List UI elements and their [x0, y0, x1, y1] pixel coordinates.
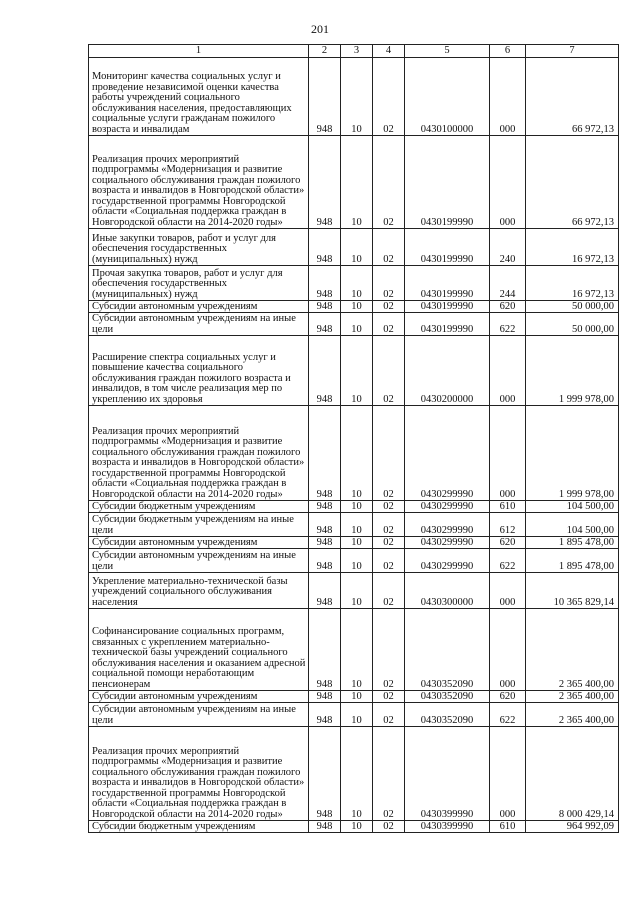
table-row — [89, 501, 619, 513]
row-ministry-cell: 948 — [309, 691, 341, 703]
row-section-cell: 10 — [341, 313, 373, 336]
row-target-code-cell: 0430300000 — [405, 573, 490, 609]
row-amount-cell: 1 895 478,00 — [526, 537, 619, 549]
row-subsection-cell: 02 — [373, 136, 405, 229]
row-name-cell: Реализация прочих мероприятий подпрограммы «Модернизация и развитие социального обслуживания граждан пожилого возраста и инвалидов в Новгородской области» государственной программы Новгородской области «Социальная поддержка граждан в Новгородской области на 2014-2020 годы» — [89, 406, 309, 501]
row-section-cell: 10 — [341, 513, 373, 537]
row-amount-cell: 2 365 400,00 — [526, 691, 619, 703]
row-section-cell: 10 — [341, 821, 373, 833]
row-section-cell: 10 — [341, 727, 373, 821]
row-name-cell: Субсидии бюджетным учреждениям — [89, 821, 309, 833]
row-subsection-cell: 02 — [373, 301, 405, 313]
row-ministry-cell: 948 — [309, 609, 341, 691]
row-ministry-cell: 948 — [309, 537, 341, 549]
row-target-code-cell: 0430399990 — [405, 727, 490, 821]
row-section-cell: 10 — [341, 549, 373, 573]
row-subsection-cell: 02 — [373, 703, 405, 727]
row-name-cell: Субсидии автономным учреждениям на иные цели — [89, 313, 309, 336]
col-header-5: 5 — [405, 45, 490, 58]
row-subsection-cell: 02 — [373, 406, 405, 501]
row-expense-type-cell: 620 — [490, 691, 526, 703]
row-target-code-cell: 0430399990 — [405, 821, 490, 833]
row-amount-cell: 1 999 978,00 — [526, 406, 619, 501]
row-subsection-cell: 02 — [373, 513, 405, 537]
row-name-cell: Мониторинг качества социальных услуг и проведение независимой оценки качества работы учреждений социального обслуживания населения, предоставляющих социальные услуги гражданам пожилого возраста и инвалидам — [89, 58, 309, 136]
row-name-cell: Реализация прочих мероприятий подпрограммы «Модернизация и развитие социального обслуживания граждан пожилого возраста и инвалидов в Новгородской области» государственной программы Новгородской области «Социальная поддержка граждан в Новгородской области на 2014-2020 годы» — [89, 136, 309, 229]
row-section-cell: 10 — [341, 609, 373, 691]
table-row — [89, 406, 619, 501]
col-header-3: 3 — [341, 45, 373, 58]
row-subsection-cell: 02 — [373, 609, 405, 691]
row-name-cell: Субсидии автономным учреждениям — [89, 691, 309, 703]
row-target-code-cell: 0430352090 — [405, 691, 490, 703]
row-expense-type-cell: 620 — [490, 301, 526, 313]
row-name-cell: Субсидии автономным учреждениям на иные цели — [89, 703, 309, 727]
row-target-code-cell: 0430299990 — [405, 537, 490, 549]
row-expense-type-cell: 000 — [490, 609, 526, 691]
row-amount-cell: 2 365 400,00 — [526, 609, 619, 691]
table-row — [89, 58, 619, 136]
page-number: 201 — [311, 22, 329, 36]
row-ministry-cell: 948 — [309, 703, 341, 727]
row-expense-type-cell: 610 — [490, 501, 526, 513]
row-subsection-cell: 02 — [373, 727, 405, 821]
col-header-6: 6 — [490, 45, 526, 58]
row-target-code-cell: 0430352090 — [405, 609, 490, 691]
table-body — [89, 58, 619, 833]
row-subsection-cell: 02 — [373, 501, 405, 513]
row-section-cell: 10 — [341, 229, 373, 266]
row-target-code-cell: 0430199990 — [405, 136, 490, 229]
row-section-cell: 10 — [341, 537, 373, 549]
row-target-code-cell: 0430299990 — [405, 513, 490, 537]
header-row — [89, 45, 619, 58]
col-header-4: 4 — [373, 45, 405, 58]
row-expense-type-cell: 000 — [490, 573, 526, 609]
row-section-cell: 10 — [341, 58, 373, 136]
row-amount-cell: 104 500,00 — [526, 501, 619, 513]
budget-table — [88, 44, 619, 833]
table-row — [89, 136, 619, 229]
row-subsection-cell: 02 — [373, 58, 405, 136]
row-section-cell: 10 — [341, 703, 373, 727]
table-row — [89, 703, 619, 727]
row-expense-type-cell: 000 — [490, 136, 526, 229]
row-section-cell: 10 — [341, 301, 373, 313]
table-row — [89, 301, 619, 313]
row-name-cell: Софинансирование социальных программ, связанных с укреплением материально-технической базы учреждений социального обслуживания населения и оказанием адресной социальной помощи неработающим пенсионерам — [89, 609, 309, 691]
row-name-cell: Субсидии бюджетным учреждениям — [89, 501, 309, 513]
row-section-cell: 10 — [341, 336, 373, 406]
row-ministry-cell: 948 — [309, 136, 341, 229]
row-target-code-cell: 0430100000 — [405, 58, 490, 136]
row-section-cell: 10 — [341, 136, 373, 229]
row-name-cell: Реализация прочих мероприятий подпрограммы «Модернизация и развитие социального обслуживания граждан пожилого возраста и инвалидов в Новгородской области» государственной программы Новгородской области «Социальная поддержка граждан в Новгородской области на 2014-2020 годы» — [89, 727, 309, 821]
row-expense-type-cell: 000 — [490, 58, 526, 136]
row-amount-cell: 104 500,00 — [526, 513, 619, 537]
row-subsection-cell: 02 — [373, 313, 405, 336]
table-row — [89, 727, 619, 821]
row-name-cell: Прочая закупка товаров, работ и услуг для обеспечения государственных (муниципальных) нужд — [89, 266, 309, 301]
row-ministry-cell: 948 — [309, 513, 341, 537]
table-row — [89, 266, 619, 301]
row-target-code-cell: 0430199990 — [405, 301, 490, 313]
row-subsection-cell: 02 — [373, 537, 405, 549]
row-subsection-cell: 02 — [373, 549, 405, 573]
row-name-cell: Субсидии бюджетным учреждениям на иные цели — [89, 513, 309, 537]
col-header-7: 7 — [526, 45, 619, 58]
row-target-code-cell: 0430199990 — [405, 229, 490, 266]
row-amount-cell: 66 972,13 — [526, 136, 619, 229]
row-subsection-cell: 02 — [373, 336, 405, 406]
row-ministry-cell: 948 — [309, 301, 341, 313]
row-target-code-cell: 0430299990 — [405, 549, 490, 573]
row-expense-type-cell: 610 — [490, 821, 526, 833]
table-row — [89, 313, 619, 336]
row-expense-type-cell: 000 — [490, 727, 526, 821]
row-section-cell: 10 — [341, 501, 373, 513]
row-name-cell: Укрепление материально-технической базы учреждений социального обслуживания населения — [89, 573, 309, 609]
row-target-code-cell: 0430352090 — [405, 703, 490, 727]
row-name-cell: Расширение спектра социальных услуг и повышение качества социального обслуживания граждан пожилого возраста и инвалидов, в том числе реализация мер по укреплению их здоровья — [89, 336, 309, 406]
row-name-cell: Субсидии автономным учреждениям на иные цели — [89, 549, 309, 573]
row-amount-cell: 50 000,00 — [526, 301, 619, 313]
row-section-cell: 10 — [341, 691, 373, 703]
row-ministry-cell: 948 — [309, 501, 341, 513]
row-expense-type-cell: 620 — [490, 537, 526, 549]
row-subsection-cell: 02 — [373, 691, 405, 703]
row-subsection-cell: 02 — [373, 821, 405, 833]
row-section-cell: 10 — [341, 266, 373, 301]
row-expense-type-cell: 240 — [490, 229, 526, 266]
row-ministry-cell: 948 — [309, 336, 341, 406]
row-ministry-cell: 948 — [309, 313, 341, 336]
row-ministry-cell: 948 — [309, 406, 341, 501]
table-row — [89, 573, 619, 609]
table-row — [89, 513, 619, 537]
row-target-code-cell: 0430199990 — [405, 313, 490, 336]
row-expense-type-cell: 000 — [490, 336, 526, 406]
row-amount-cell: 8 000 429,14 — [526, 727, 619, 821]
row-ministry-cell: 948 — [309, 58, 341, 136]
row-amount-cell: 1 895 478,00 — [526, 549, 619, 573]
row-subsection-cell: 02 — [373, 573, 405, 609]
row-amount-cell: 964 992,09 — [526, 821, 619, 833]
row-amount-cell: 66 972,13 — [526, 58, 619, 136]
row-amount-cell: 16 972,13 — [526, 266, 619, 301]
row-subsection-cell: 02 — [373, 229, 405, 266]
col-header-1: 1 — [89, 45, 309, 58]
row-section-cell: 10 — [341, 406, 373, 501]
table-row — [89, 537, 619, 549]
row-amount-cell: 2 365 400,00 — [526, 703, 619, 727]
row-ministry-cell: 948 — [309, 266, 341, 301]
col-header-2: 2 — [309, 45, 341, 58]
row-ministry-cell: 948 — [309, 549, 341, 573]
row-amount-cell: 10 365 829,14 — [526, 573, 619, 609]
row-ministry-cell: 948 — [309, 573, 341, 609]
row-expense-type-cell: 622 — [490, 549, 526, 573]
table-row — [89, 821, 619, 833]
table-row — [89, 609, 619, 691]
table-row — [89, 336, 619, 406]
row-name-cell: Иные закупки товаров, работ и услуг для обеспечения государственных (муниципальных) нужд — [89, 229, 309, 266]
row-expense-type-cell: 612 — [490, 513, 526, 537]
row-ministry-cell: 948 — [309, 727, 341, 821]
row-target-code-cell: 0430200000 — [405, 336, 490, 406]
row-amount-cell: 1 999 978,00 — [526, 336, 619, 406]
row-expense-type-cell: 622 — [490, 703, 526, 727]
row-ministry-cell: 948 — [309, 821, 341, 833]
row-target-code-cell: 0430299990 — [405, 406, 490, 501]
row-expense-type-cell: 244 — [490, 266, 526, 301]
table-row — [89, 549, 619, 573]
row-amount-cell: 16 972,13 — [526, 229, 619, 266]
row-name-cell: Субсидии автономным учреждениям — [89, 537, 309, 549]
row-amount-cell: 50 000,00 — [526, 313, 619, 336]
row-section-cell: 10 — [341, 573, 373, 609]
row-ministry-cell: 948 — [309, 229, 341, 266]
row-subsection-cell: 02 — [373, 266, 405, 301]
table-row — [89, 691, 619, 703]
row-expense-type-cell: 622 — [490, 313, 526, 336]
row-expense-type-cell: 000 — [490, 406, 526, 501]
row-name-cell: Субсидии автономным учреждениям — [89, 301, 309, 313]
table-row — [89, 229, 619, 266]
row-target-code-cell: 0430199990 — [405, 266, 490, 301]
row-target-code-cell: 0430299990 — [405, 501, 490, 513]
